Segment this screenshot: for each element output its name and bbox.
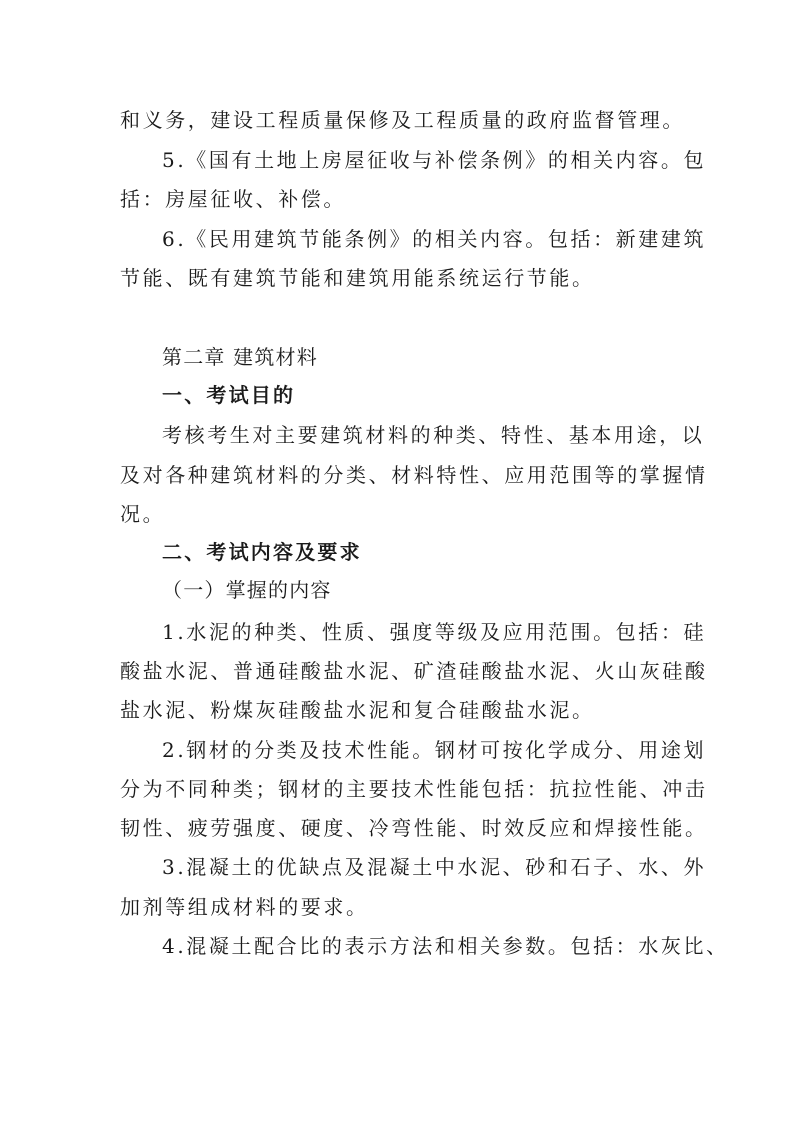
paragraph-line: 4.混凝土配合比的表示方法和相关参数。包括：水灰比、 (162, 934, 729, 958)
paragraph-line: 节能、既有建筑节能和建筑用能系统运行节能。 (120, 266, 595, 290)
paragraph-line: 盐水泥、粉煤灰硅酸盐水泥和复合硅酸盐水泥。 (120, 698, 595, 722)
subsection-heading: （一）掌握的内容 (162, 578, 332, 602)
section-heading: 二、考试内容及要求 (162, 540, 362, 564)
chapter-title: 第二章 建筑材料 (162, 345, 318, 369)
paragraph-line: 加剂等组成材料的要求。 (120, 895, 369, 919)
paragraph-line: 2.钢材的分类及技术性能。钢材可按化学成分、用途划 (162, 738, 707, 762)
paragraph-line: 3.混凝土的优缺点及混凝土中水泥、砂和石子、水、外 (162, 855, 707, 879)
paragraph-line: 考核考生对主要建筑材料的种类、特性、基本用途，以 (162, 423, 705, 447)
section-heading: 一、考试目的 (162, 383, 296, 407)
paragraph-line: 况。 (120, 502, 166, 526)
paragraph-line: 及对各种建筑材料的分类、材料特性、应用范围等的掌握情 (120, 463, 708, 487)
paragraph-line: 分为不同种类；钢材的主要技术性能包括：抗拉性能、冲击 (120, 777, 708, 801)
paragraph-line: 酸盐水泥、普通硅酸盐水泥、矿渣硅酸盐水泥、火山灰硅酸 (120, 659, 708, 683)
paragraph-line: 5.《国有土地上房屋征收与补偿条例》的相关内容。包 (162, 148, 707, 172)
paragraph-line: 6.《民用建筑节能条例》的相关内容。包括：新建建筑 (162, 227, 707, 251)
paragraph-line: 韧性、疲劳强度、硬度、冷弯性能、时效反应和焊接性能。 (120, 816, 708, 840)
paragraph-line: 1.水泥的种类、性质、强度等级及应用范围。包括：硅 (162, 620, 707, 644)
paragraph-line: 括：房屋征收、补偿。 (120, 187, 346, 211)
paragraph-line: 和义务，建设工程质量保修及工程质量的政府监督管理。 (120, 108, 685, 132)
